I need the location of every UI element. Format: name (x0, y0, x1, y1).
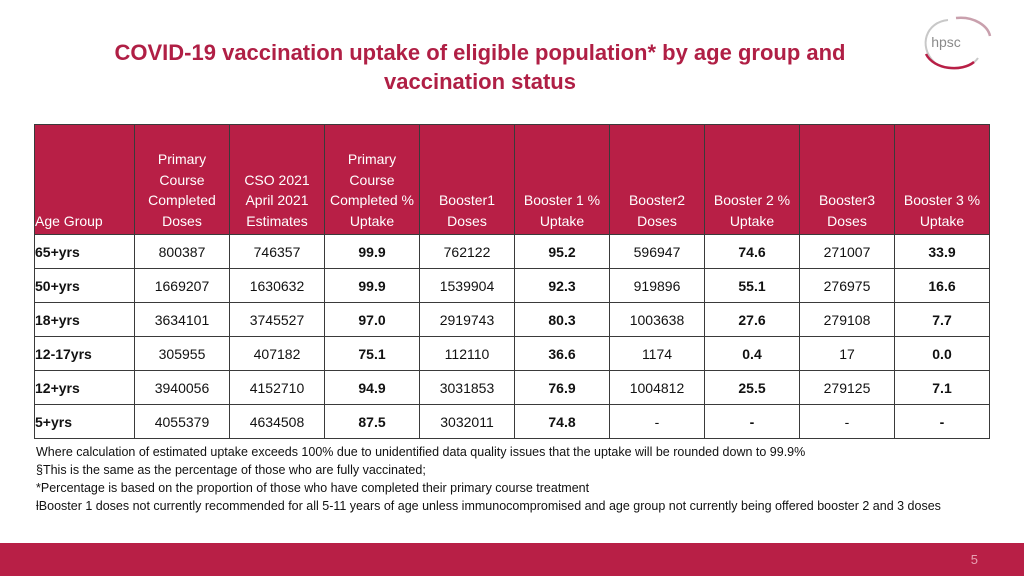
table-cell: 407182 (230, 337, 325, 371)
footnote: *Percentage is based on the proportion of those who have completed their primary course treatment (36, 481, 590, 495)
footnotes (36, 443, 996, 515)
logo-text: hpsc (931, 34, 961, 50)
column-header (895, 125, 990, 235)
table-cell: 25.5 (705, 371, 800, 405)
column-header-line: Course (349, 171, 395, 188)
table-cell: 36.6 (515, 337, 610, 371)
column-header-line: Primary (157, 151, 207, 167)
column-header-line: Uptake (349, 212, 395, 229)
table-row (35, 371, 990, 405)
column-header (705, 125, 800, 235)
age-group-cell: 65+yrs (35, 235, 135, 269)
table-cell: 3634101 (135, 303, 230, 337)
vaccination-uptake-table (34, 124, 990, 439)
table-cell: 80.3 (515, 303, 610, 337)
column-header-line: Booster3 (818, 192, 876, 208)
table-cell: 33.9 (895, 235, 990, 269)
table-cell: 87.5 (325, 405, 420, 439)
table-cell: 1004812 (610, 371, 705, 405)
table-cell: 762122 (420, 235, 515, 269)
table-cell: 919896 (610, 269, 705, 303)
table-row (35, 337, 990, 371)
footnote: Where calculation of estimated uptake exceeds 100% due to unidentified data quality issues that the uptake will be rounded down to 99.9% (36, 445, 806, 459)
table-cell: 99.9 (325, 235, 420, 269)
table-cell: 3745527 (230, 303, 325, 337)
table-cell: 3031853 (420, 371, 515, 405)
table-cell: 4152710 (230, 371, 325, 405)
table-cell: 271007 (800, 235, 895, 269)
table-cell: 279125 (800, 371, 895, 405)
footer-bar (0, 543, 1024, 576)
column-header-line: Completed (148, 192, 216, 208)
table-cell: 1539904 (420, 269, 515, 303)
footnote: ƚBooster 1 doses not currently recommended for all 5-11 years of age unless immunocompromised and age group not currently being offered booster 2 and 3 doses (36, 499, 941, 513)
table-cell: 17 (800, 337, 895, 371)
column-header-line: Booster 3 % (903, 192, 981, 208)
table-cell: 1630632 (230, 269, 325, 303)
table-cell: 0.4 (705, 337, 800, 371)
table-cell: 27.6 (705, 303, 800, 337)
table-cell: 0.0 (895, 337, 990, 371)
table-cell: - (895, 405, 990, 439)
table-cell: 74.8 (515, 405, 610, 439)
table-cell: 2919743 (420, 303, 515, 337)
column-header-line: Course (159, 171, 205, 188)
table-cell: 276975 (800, 269, 895, 303)
table-cell: 279108 (800, 303, 895, 337)
age-group-cell: 5+yrs (35, 405, 135, 439)
table-cell: 305955 (135, 337, 230, 371)
table-row (35, 303, 990, 337)
column-header-line: Doses (447, 212, 487, 229)
table-cell: 1174 (610, 337, 705, 371)
table-cell: 596947 (610, 235, 705, 269)
table-cell: 94.9 (325, 371, 420, 405)
table-cell: - (610, 405, 705, 439)
column-header-line: Completed % (329, 192, 415, 208)
column-header (325, 125, 420, 235)
column-header-line: Age Group (35, 212, 103, 229)
table-cell: 99.9 (325, 269, 420, 303)
column-header-line: Booster 2 % (713, 192, 791, 208)
table-cell: 92.3 (515, 269, 610, 303)
table-cell: 3940056 (135, 371, 230, 405)
column-header-line: Doses (162, 212, 202, 229)
table-row (35, 405, 990, 439)
column-header (35, 125, 135, 235)
table-cell: 3032011 (420, 405, 515, 439)
age-group-cell: 18+yrs (35, 303, 135, 337)
footnote: §This is the same as the percentage of those who are fully vaccinated; (36, 463, 426, 477)
table-cell: 55.1 (705, 269, 800, 303)
column-header (800, 125, 895, 235)
age-group-cell: 50+yrs (35, 269, 135, 303)
title-line-2: vaccination status (384, 69, 576, 94)
column-header-line: Booster 1 % (523, 192, 601, 208)
table-cell: 800387 (135, 235, 230, 269)
table-cell: 7.1 (895, 371, 990, 405)
column-header-line: Uptake (919, 212, 965, 229)
table-cell: 4055379 (135, 405, 230, 439)
table-cell: 75.1 (325, 337, 420, 371)
table-cell: 1003638 (610, 303, 705, 337)
table-row (35, 269, 990, 303)
column-header-line: CSO 2021 (244, 171, 310, 188)
table-cell: 112110 (420, 337, 515, 371)
table-cell: - (705, 405, 800, 439)
column-header (230, 125, 325, 235)
column-header-line: Doses (827, 212, 867, 229)
table-cell: 95.2 (515, 235, 610, 269)
column-header-line: Primary (347, 151, 397, 167)
age-group-cell: 12+yrs (35, 371, 135, 405)
table-header-row (35, 125, 990, 235)
column-header-line: Doses (637, 212, 677, 229)
table-cell: 76.9 (515, 371, 610, 405)
title-line-1: COVID-19 vaccination uptake of eligible population* by age group and (114, 40, 846, 65)
table-row (35, 235, 990, 269)
table-cell: 1669207 (135, 269, 230, 303)
slide-title (40, 38, 920, 96)
table-cell: 7.7 (895, 303, 990, 337)
column-header (610, 125, 705, 235)
column-header (420, 125, 515, 235)
table-cell: 16.6 (895, 269, 990, 303)
column-header-line: Booster2 (628, 192, 686, 208)
column-header-line: Uptake (539, 212, 585, 229)
age-group-cell: 12-17yrs (35, 337, 135, 371)
table-cell: - (800, 405, 895, 439)
page-number: 5 (970, 552, 978, 567)
column-header-line: Booster1 (438, 192, 496, 208)
table-cell: 97.0 (325, 303, 420, 337)
column-header-line: Estimates (246, 212, 308, 229)
column-header (515, 125, 610, 235)
column-header (135, 125, 230, 235)
table-cell: 4634508 (230, 405, 325, 439)
table-cell: 74.6 (705, 235, 800, 269)
column-header-line: Uptake (729, 212, 775, 229)
column-header-line: April 2021 (245, 192, 309, 208)
table-body (35, 235, 990, 439)
table-cell: 746357 (230, 235, 325, 269)
